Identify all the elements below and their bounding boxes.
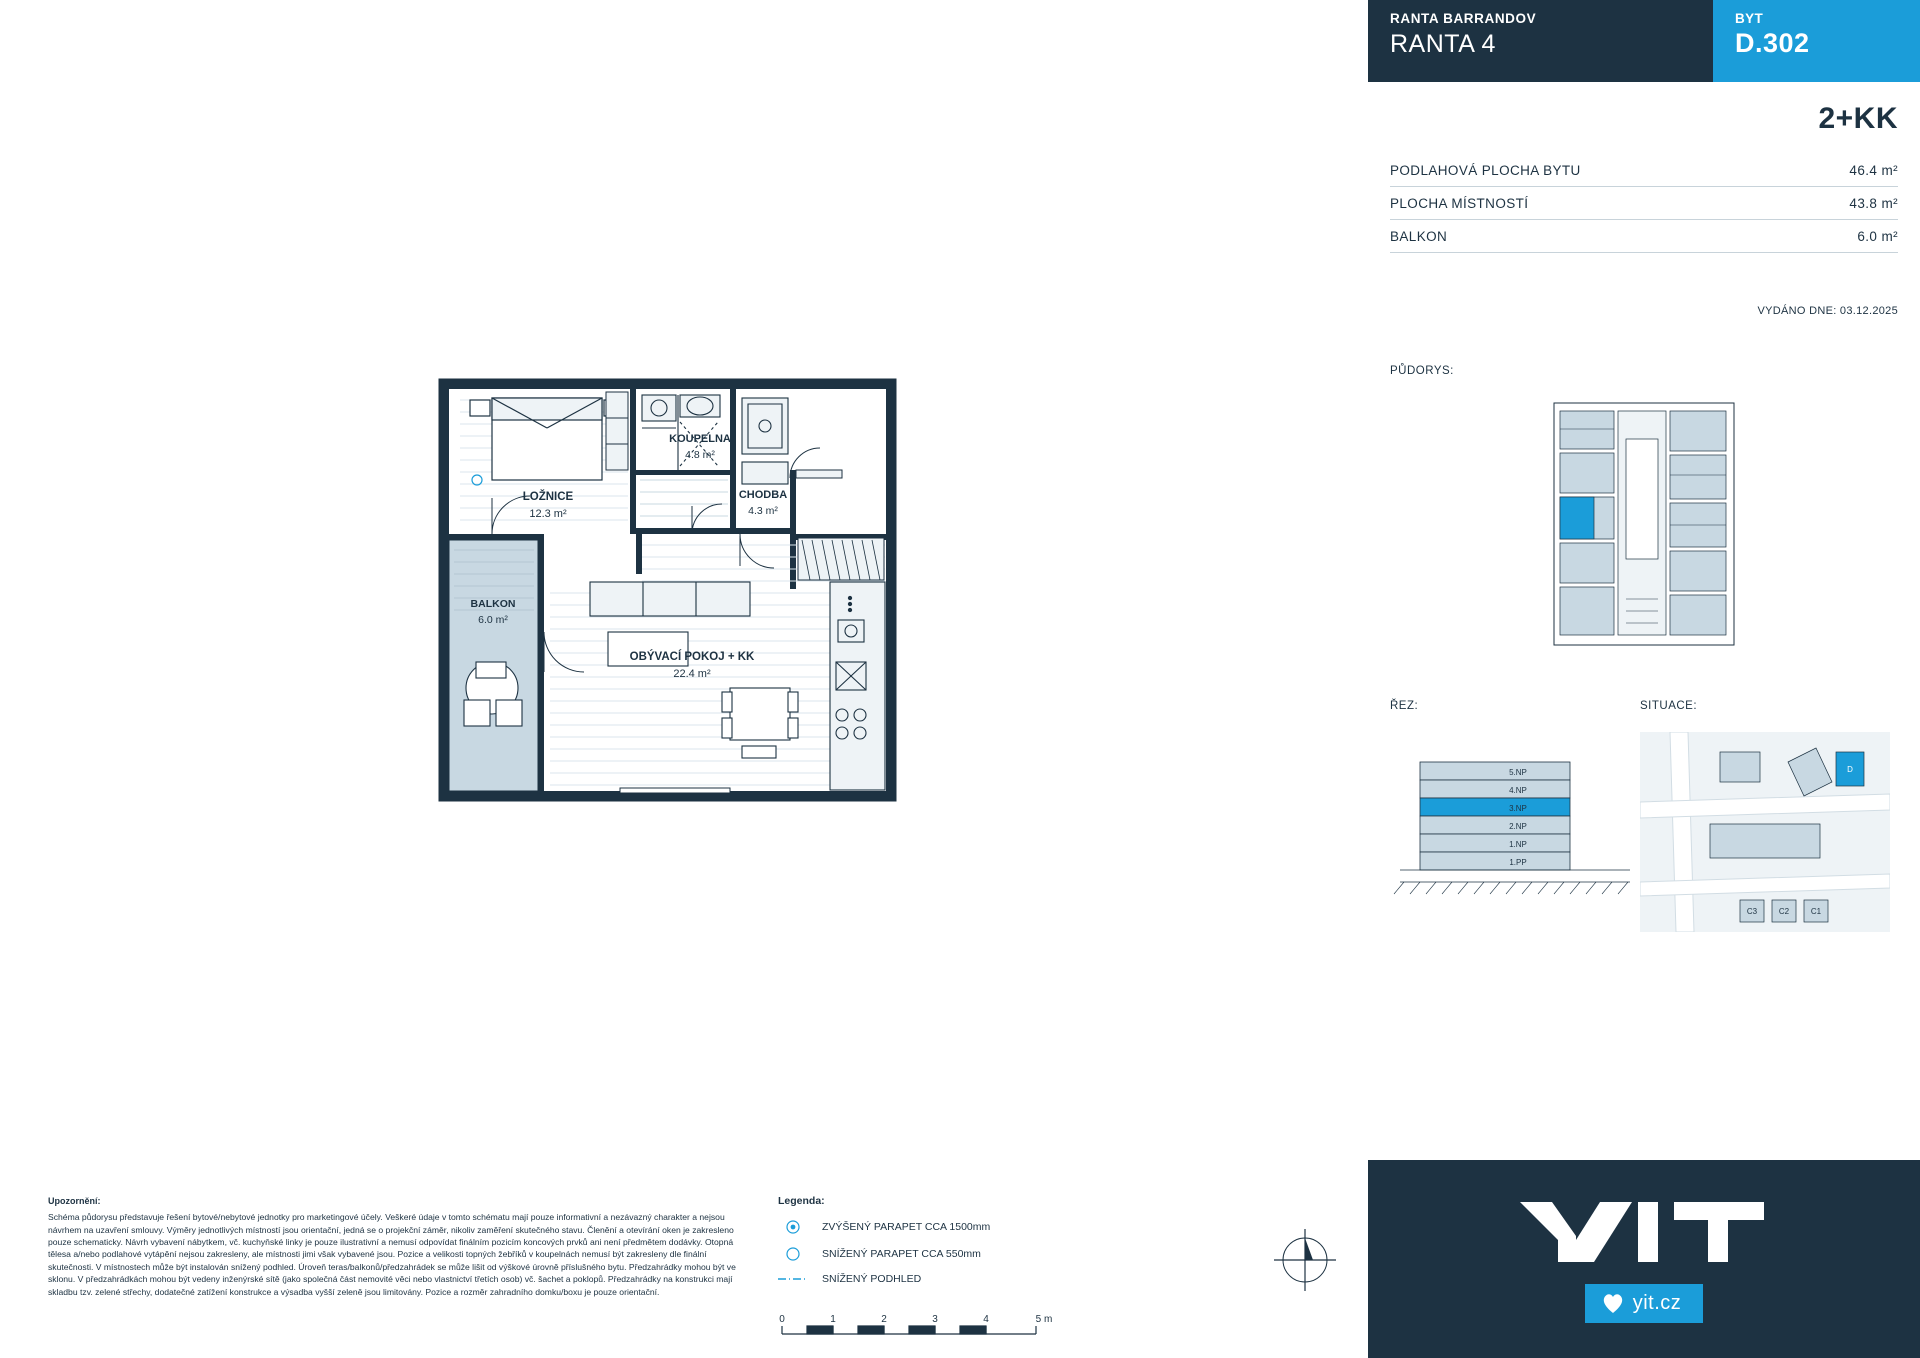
keyplan-highlight-unit — [1560, 497, 1594, 539]
filled-circle-icon — [778, 1219, 808, 1235]
table-row — [1390, 187, 1898, 220]
brand-building: RANTA 4 — [1390, 30, 1496, 58]
scale-tick: 0 — [779, 1314, 785, 1325]
legend-item-label: ZVÝŠENÝ PARAPET CCA 1500mm — [822, 1221, 991, 1233]
keyplan-label: PŮDORYS: — [1390, 365, 1454, 377]
area-value: 43.8 m² — [1849, 196, 1898, 211]
section-diagram — [1390, 732, 1640, 932]
floor-label-active: 3.NP — [1509, 804, 1527, 813]
room-area-hall: 4.3 m² — [748, 505, 778, 517]
situation-diagram — [1640, 732, 1890, 932]
legend-item-label: SNÍŽENÝ PODHLED — [822, 1273, 922, 1285]
situation-label: SITUACE: — [1640, 700, 1698, 712]
unit-block — [1713, 0, 1920, 82]
section-label: ŘEZ: — [1390, 700, 1419, 712]
unit-label: BYT — [1735, 11, 1764, 26]
scale-tick: 3 — [932, 1314, 938, 1325]
room-label-bathroom: KOUPELNA — [669, 433, 731, 445]
yit-cz-button[interactable] — [1585, 1284, 1704, 1323]
scale-tick: 5 m — [1035, 1314, 1053, 1325]
legend-item-label: SNÍŽENÝ PARAPET CCA 550mm — [822, 1248, 981, 1260]
room-label-balcony: BALKON — [470, 598, 516, 610]
floor-label: 4.NP — [1509, 786, 1527, 795]
room-label-living: OBÝVACÍ POKOJ + KK — [629, 651, 755, 663]
scale-tick: 4 — [983, 1314, 989, 1325]
dash-dot-line-icon — [778, 1274, 808, 1284]
room-area-living: 22.4 m² — [673, 668, 711, 680]
kitchen-furniture — [830, 582, 885, 790]
panel-header — [1368, 0, 1920, 82]
disclaimer-body: Schéma půdorysu představuje řešení bytové/nebytové jednotky pro marketingové účely. Veškeré údaje v tomto schématu mají pouze informativní a nezávazný charakter a nejsou návrhem na uzavření smlouvy. Výměry jednotlivých místností jsou orientační, jedná se o projekční záměr, nikoliv zaměření skutečného stavu. Členění a otevírání oken je zakresleno pouze schematicky. Návrh vybavení nábytkem, vč. kuchyňské linky je pouze ilustrativní a nemusí odpovídat finálním pozicím koncových prvků ani není předmětem dodávky. Otopná tělesa a/nebo podlahové vytápění nejsou zakresleny, ale místnosti jimi však vybavené jsou. Pozice a velikosti topných žebříků v koupelnách nemusí být zakresleny dle finální skutečnosti. V místnostech může být instalován snížený podhled. Úroveň teras/balkonů/předzahrádek se může lišit od výškové úrovně příslušného bytu. Předzahrádky mohou být ve sklonu. V předzahrádkách mohou být vedeny inženýrské sítě (jako společná část nemovité věci nebo vlastnictví třetích osob) vč. šachet a poklopů. Předzahrádky na konstrukci mají skladbu tzv. zelené střechy, dodatečné zatížení konstrukce a výsadba vyšší zeleně jsou limitovány. Pozice a rozměr zahradního domku/boxu je pouze orientační. — [48, 1212, 736, 1297]
unit-type: 2+KK — [1818, 102, 1898, 135]
legend-item — [778, 1273, 1108, 1285]
compass-icon — [1270, 1225, 1340, 1300]
disclaimer-title: Upozornění: — [48, 1196, 101, 1206]
panel-bottom — [1368, 700, 1920, 1000]
room-label-bedroom: LOŽNICE — [522, 491, 574, 503]
open-circle-icon — [778, 1246, 808, 1262]
legend-title: Legenda: — [778, 1195, 825, 1207]
disclaimer-block — [48, 1195, 738, 1298]
issue-date: VYDÁNO DNE: 03.12.2025 — [1757, 305, 1898, 317]
area-label: BALKON — [1390, 229, 1448, 244]
floor-label: 2.NP — [1509, 822, 1527, 831]
room-area-bathroom: 4.8 m² — [685, 449, 715, 461]
floor-label: 1.PP — [1509, 858, 1527, 867]
unit-code: D.302 — [1735, 28, 1810, 58]
panel-footer — [1368, 1160, 1920, 1358]
floor-plan-drawing — [430, 370, 930, 810]
scale-tick: 1 — [830, 1314, 836, 1325]
block-label: C2 — [1778, 907, 1790, 916]
area-value: 6.0 m² — [1857, 229, 1898, 244]
area-label: PLOCHA MÍSTNOSTÍ — [1390, 196, 1529, 211]
block-label-active: D — [1847, 765, 1853, 774]
area-label: PODLAHOVÁ PLOCHA BYTU — [1390, 163, 1581, 178]
yit-logo — [1514, 1196, 1774, 1268]
bed-furniture — [470, 398, 624, 480]
floor-label: 5.NP — [1509, 768, 1527, 777]
yit-cz-label: yit.cz — [1632, 1291, 1682, 1314]
block-label: C1 — [1810, 907, 1822, 916]
room-area-balcony: 6.0 m² — [478, 614, 508, 626]
legend-item — [778, 1219, 1108, 1235]
scale-tick: 2 — [881, 1314, 887, 1325]
brand-block — [1368, 0, 1713, 82]
heart-icon — [1601, 1292, 1625, 1314]
table-row — [1390, 220, 1898, 253]
area-value: 46.4 m² — [1849, 163, 1898, 178]
scale-bar — [778, 1312, 1078, 1351]
brand-project: RANTA BARRANDOV — [1390, 11, 1537, 26]
floor-label: 1.NP — [1509, 840, 1527, 849]
legend-block — [778, 1195, 1108, 1296]
keyplan-block — [1390, 399, 1898, 649]
block-label: C3 — [1746, 907, 1758, 916]
room-area-bedroom: 12.3 m² — [529, 508, 567, 520]
info-panel — [1368, 0, 1920, 1358]
keyplan-diagram — [1550, 399, 1738, 649]
table-row — [1390, 154, 1898, 187]
legend-item — [778, 1246, 1108, 1262]
area-table — [1390, 154, 1898, 253]
room-label-hall: CHODBA — [738, 489, 788, 501]
